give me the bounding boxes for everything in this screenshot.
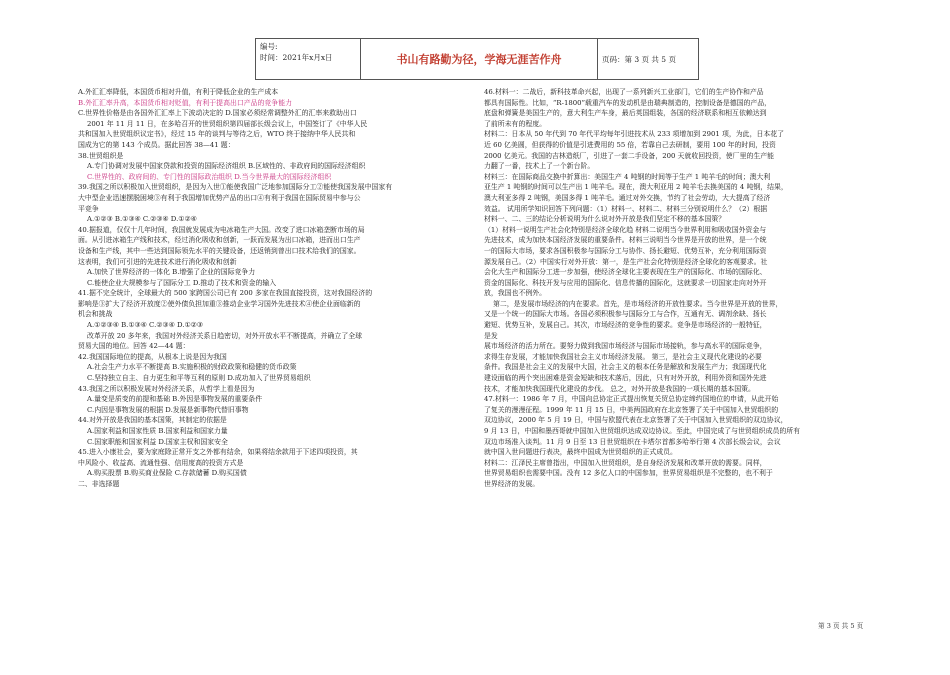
right-column-line: 世界经济的发展。 [484,479,540,488]
right-column [484,87,872,490]
left-column-line: A.量变是质变的前提和基础 B.外因是事物发展的重要条件 [87,395,263,404]
right-column-line: 47.材料一：1986 年 7 月，中国向总协定正式提出恢复关贸总协定缔约国地位的申请，从此开始 [484,395,779,404]
left-column-line: 39.我国之所以积极加入世贸组织，是因为入世①能使我国广泛地参加国际分工②能使我国发展中国家有 [78,183,393,192]
right-column-line: 亚生产 1 吨钢的时间可以生产出 1 吨羊毛。现在，澳大利亚用 2 吨羊毛去换美国的 4 吨钢，结果， [484,183,788,192]
right-column-line: 源发展自己。（2）中国实行对外开放：第一，是生产社会化特别是经济全球化的客观要求。社 [484,257,768,266]
left-column-line: C.坚持独立自主、自力更生和平等互利的原则 D.成功加入了世界贸易组织 [87,374,311,383]
right-column-line: 求得生存发展，才能加快我国社会主义市场经济发展。 第三，是社会主义现代化建设的必要 [484,352,762,361]
header-info-cell [256,39,361,79]
left-column-line: 43.我国之所以积极发展对外经济关系，从哲学上看是因为 [78,384,255,393]
header-page-info: 页码：第 3 页 共 5 页 [602,54,676,64]
left-column-line: 二、非选择题 [78,479,120,488]
page-header [255,38,699,80]
right-column-line: 近 60 亿美圆，但获得的价值是引进费用的 55 倍，若靠自己去研制，要用 100 年的时间，投资 [484,140,776,149]
right-column-line: 又是一个统一的国际大市场。各国必须积极参与国际分工与合作，互通有无、调剂余缺、扬长 [484,310,767,319]
right-column-line: 技术，才能加快我国现代化建设的步伐。 总之，对外开放是我国的一项长期的基本国策。 [484,384,755,393]
left-column-line: 45.进入小康社会，要为家庭除正常开支之外都有结余，如果将结余款用于下述四项投资，其 [78,448,358,457]
right-column-line: 底盘和弹簧是美国生产的，意大利生产车身，最后英国组装，各国的经济联系和相互依赖达到 [484,109,767,118]
page-footer: 第 3 页 共 5 页 [818,622,864,630]
left-column-line: 贸易大国的地位。回答 42—44 题： [78,342,190,351]
left-column-line: C.内因是事物发展的根据 D.发展是新事物代替旧事物 [87,405,249,414]
left-column-line: 大中型企业迅速摆脱困境③有利于我国增加优势产品的出口④有利于我国在国际贸易中参与公 [78,193,361,202]
left-column-line: A.①②③ B.①③④ C.②③④ D.①②④ [87,215,197,224]
right-column-line: 材料二：日本从 50 年代到 70 年代平均每年引进技术从 233 项增加到 2901 项，为此，日本花了 [484,130,785,139]
left-column-line: 设备和生产线，其中一些达到国际领先水平的关键设备，还返销到曾出口技术给我们的国家。 [78,246,361,255]
left-column-line: 改革开放 20 多年来，我国对外经济关系日趋密切，对外开放水平不断提高，并确立了全球 [87,331,362,340]
left-column-line: B.外汇汇率升高，本国货币相对贬值，有利于提高出口产品的竞争能力 [78,98,292,107]
right-column-line: 澳大利亚多得 2 吨钢，美国多得 1 吨羊毛。通过对外交换，节约了社会劳动，大大提高了经济 [484,193,771,202]
left-column-line: C.能使企业大规模参与了国际分工 D.推动了技术和资金的输入 [87,278,277,287]
right-column-line: 放，我国也不例外。 [484,289,547,298]
left-column-line: 影响是③扩大了经济开放度②使外债负担加重③推动企业学习国外先进技术④使企业面临新的 [78,299,361,308]
right-column-line: 建设面临的两个突出困难是资金短缺和技术落后，因此，只有对外开放，利用外资和国外先进 [484,374,767,383]
left-column-line: A.购买股票 B.购买商业保险 C.存款储蓄 D.购买国债 [87,469,247,478]
left-column-line: 40.据报道，仅仅十几年时间，我国就发展成为电冰箱生产大国。改变了进口冰箱垄断市场的局 [78,225,365,234]
right-column-line: 是发 [484,331,498,340]
right-column-line: 资金的国际化、科技开发与应用的国际化、信息传播的国际化，这就要求一切国家走向对外开 [484,278,767,287]
left-column-line: 38.世贸组织是 [78,151,124,160]
left-column-line: 44.对外开放是我国的基本国策，其制定的依据是 [78,416,227,425]
left-column-line: C.世界性价格是由各国外汇汇率上下波动决定的 D.国家必须经常调整外汇的汇率来救助出口 [78,109,357,118]
right-column-line: 一的国际大市场，要求各国积极参与国际分工与协作、扬长避短、优势互补，充分利用国际资 [484,246,767,255]
left-column-line: A.社会生产力水平不断提高 B.实施积极的财政政策和稳健的货币政策 [87,363,297,372]
right-column-line: 展市场经济的活力所在。要努力做到我国市场经济与国际市场接轨，参与高水平的国际竞争， [484,342,767,351]
left-column-line: 国成为它的第 143 个成员。据此回答 38—41 题： [78,140,235,149]
left-column-line: 平竞争 [78,204,99,213]
left-column-line: 中风险小、收益高、流通性强、信用度高的投资方式是 [78,458,244,467]
left-column-line: 这表明，我们可引进的先进技术进行消化吸收和创新 [78,257,237,266]
right-column-line: 46.材料一：二战后，新科技革命兴起，出现了一系列新兴工业部门，它们的生产协作和产品 [484,88,764,96]
right-column-line: 世界贸易组织也需要中国。没有 12 多亿人口的中国参加，世界贸易组织是不完整的，也不利于 [484,469,773,478]
left-column-line: 42.我国国际地位的提高，从根本上说是因为我国 [78,352,227,361]
right-column-line: 2000 亿美元。我国的吉林造纸厂，引进了一套二手设备，200 天就收回投资，使厂里的生产能 [484,151,775,160]
right-column-line: 力翻了一番，技术上了一个新台阶。 [484,162,595,171]
right-column-line: 第二，是发展市场经济的内在要求。首先，是市场经济的开放性要求。当今世界是开放的世界， [493,299,783,308]
left-column-line: 共和国加入世贸组织议定书》，经过 15 年的谈判与等待之后，WTO 终于接纳中华人民共和 [78,130,356,139]
left-column-line: C.世界性的、政府间的、专门性的国际政治组织 D.当今世界最大的国际经济组织 [87,172,332,181]
right-column-line: 条件。我国是社会主义的发展中大国，社会主义的根本任务是解放和发展生产力；我国现代化 [484,363,767,372]
left-column-line: A.专门协调对发展中国家贷款和投资的国际经济组织 B.区域性的、非政府间的国际经济组织 [87,162,366,171]
left-column [78,87,463,490]
right-column-line: 材料一、二、三的结论分析说明为什么说对外开放是我们坚定不移的基本国策？ [484,215,726,224]
left-column-line: A.外汇汇率降低，本国货币相对升值，有利于降低企业的生产成本 [78,88,279,96]
document-number-label: 编号: [260,42,278,51]
left-column-line: A.国家利益和国家性质 B.国家利益和国家力量 [87,427,228,435]
right-column-line: （1）材料一说明生产社会化特别是经济全球化趋 材料二说明当今世界利用和吸收国外资金与 [484,225,767,234]
left-column-line: 2001 年 11 月 11 日，在多哈召开的世贸组织第四届部长级会议上，中国签订了《中华人民 [87,119,368,128]
right-column-line: 材料二：江泽民主席曾指出，中国加入世贸组织，是自身经济发展和改革开放的需要。同样， [484,458,767,467]
right-column-line: 了复关的漫漫征程。1999 年 11 月 15 日，中美两国政府在北京签署了关于中国加入世贸组织的 [484,405,779,414]
right-column-line: 双边市场准入谈判。11 月 9 日至 13 日世贸组织在卡塔尔首都多哈举行第 4 次部长级会议，会议 [484,437,781,446]
right-column-line: 效益。 试用所学知识回答下列问题：（1）材料一、材料二、材料三分别说明什么？（2）根据 [484,204,768,213]
left-column-line: 面。从引进冰箱生产线和技术，经过消化吸收和创新，一跃而发展为出口冰箱，进而出口生产 [78,236,361,245]
right-column-line: 都具有国际性。比如，“R-1800”载重汽车的发动机是由瑞典制造的，控制设备是德国的产品， [484,98,772,107]
right-column-line: 了前所未有的程度。 [484,119,547,128]
right-column-line: 双边协议，2000 年 5 月 19 日，中国与欧盟代表在北京签署了关于中国加入世贸组织的双边协议， [484,416,788,425]
document-time-label: 时间：2021年x月x日 [260,53,333,62]
right-column-line: 就中国入世问题进行表决，最终中国成为世贸组织的正式成员。 [484,448,677,457]
right-column-line: 会化大生产和国际分工进一步加强，使经济全球化主要表现在生产的国际化、市场的国际化、 [484,268,767,277]
left-column-line: 机会和挑战 [78,310,113,319]
right-column-line: 材料三：在国际商品交换中折算出：美国生产 4 吨钢的时间等于生产 1 吨羊毛的时间；澳大利 [484,172,771,181]
left-column-line: 41.据不完全统计，全球最大的 500 家跨国公司已有 200 多家在我国直接投资，这对我国经济的 [78,289,373,298]
right-column-line: 先进技术，成为加快本国经济发展的重要条件。材料三说明当今世界是开放的世界，是一个统 [484,236,767,245]
right-column-line: 9 月 13 日，中国和墨西哥就中国加入世贸组织达成双边协议。至此，中国完成了与世贸组织成员的所有 [484,427,801,435]
right-column-line: 避短、优势互补，发展自己。其次，市场经济的竞争性的要求。竞争是市场经济的一般特征， [484,321,767,330]
header-motto: 书山有路勤为径，学海无涯苦作舟 [361,39,598,79]
left-column-line: C.国家职能和国家利益 D.国家主权和国家安全 [87,437,228,446]
left-column-line: A.加快了世界经济的一体化 B.增强了企业的国际竞争力 [87,268,256,277]
left-column-line: A.①②③④ B.①③④ C.②③④ D.①②③ [87,321,203,330]
